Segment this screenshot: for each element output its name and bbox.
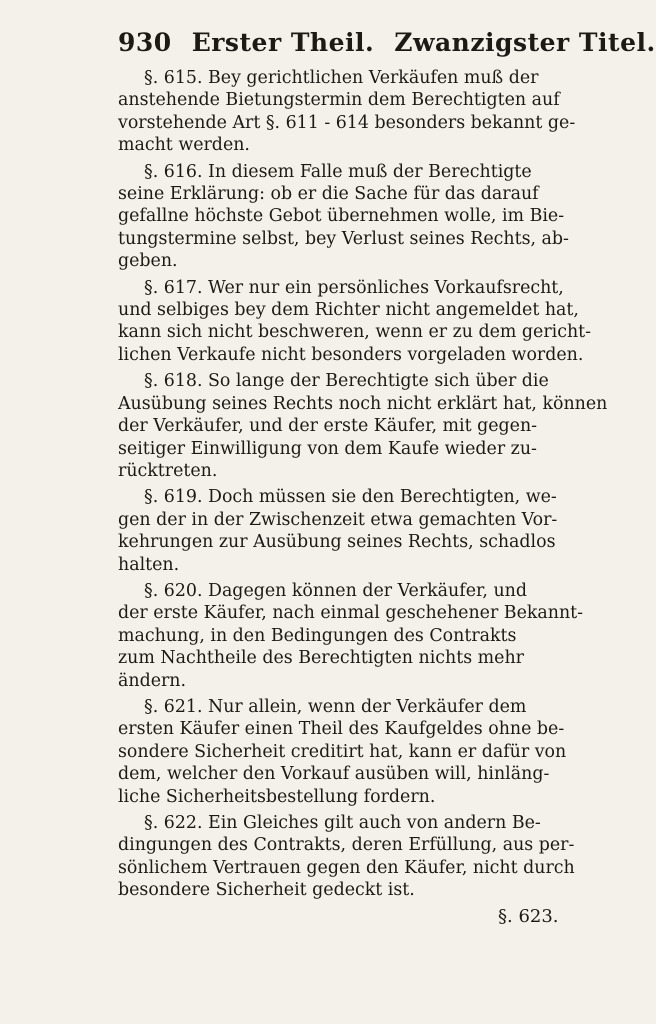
text-line: seitiger Einwilligung von dem Kaufe wieder zu- [118, 438, 537, 459]
text-line: geben. [118, 251, 178, 272]
text-line: kann sich nicht beschweren, wenn er zu dem gericht- [118, 322, 592, 343]
text-line: §. 615. Bey gerichtlichen Verkäufen muß der [144, 68, 539, 88]
paragraph-617 [118, 277, 592, 367]
text-line: lichen Verkaufe nicht besonders vorgeladen worden. [118, 344, 584, 365]
text-line: vorstehende Art §. 611 - 614 besonders bekannt ge- [118, 112, 576, 133]
text-line: anstehende Bietungstermin dem Berechtigten auf [118, 90, 560, 111]
catchword: §. 623. [498, 906, 559, 927]
text-line: der Verkäufer, und der erste Käufer, mit gegen- [118, 416, 538, 437]
text-line: §. 622. Ein Gleiches gilt auch von andern Be- [144, 813, 541, 833]
text-line: dingungen des Contrakts, deren Erfüllung, aus per- [118, 835, 575, 856]
section-title: Zwanzigster Titel. [394, 28, 656, 57]
text-line: gefallne höchste Gebot übernehmen wolle, im Bie- [118, 206, 565, 227]
text-line: §. 617. Wer nur ein persönliches Vorkaufsrecht, [144, 277, 564, 298]
paragraph-622 [118, 812, 575, 902]
text-line: tungstermine selbst, bey Verlust seines Rechts, ab- [118, 228, 569, 249]
text-line: dem, welcher den Vorkauf ausüben will, hinläng- [118, 764, 550, 785]
paragraph-619 [118, 486, 565, 576]
text-line: der erste Käufer, nach einmal geschehener Bekannt- [118, 603, 584, 624]
running-header [118, 28, 656, 57]
text-line: zum Nachtheile des Berechtigten nichts mehr [118, 648, 524, 669]
page-number: 930 [118, 28, 172, 57]
text-line: ändern. [118, 670, 187, 691]
part-title: Erster Theil. [191, 28, 375, 57]
paragraph-615 [118, 67, 576, 157]
text-line: machung, in den Bedingungen des Contrakts [118, 625, 517, 646]
text-line: Ausübung seines Rechts noch nicht erklärt hat, können [118, 393, 608, 414]
text-line: §. 621. Nur allein, wenn der Verkäufer dem [144, 696, 527, 717]
paragraph-616 [118, 161, 569, 273]
text-line: §. 619. Doch müssen sie den Berechtigten, we- [144, 487, 557, 508]
text-line: sondere Sicherheit creditirt hat, kann er dafür von [118, 741, 567, 762]
text-line: ersten Käufer einen Theil des Kaufgeldes ohne be- [118, 719, 565, 740]
body-text [118, 67, 608, 902]
paragraph-620 [118, 580, 584, 692]
text-line: §. 620. Dagegen können der Verkäufer, und [144, 580, 527, 601]
text-line: besondere Sicherheit gedeckt ist. [118, 880, 415, 901]
paragraph-621 [118, 696, 565, 808]
text-line: kehrungen zur Ausübung seines Rechts, schadlos [118, 532, 556, 553]
text-line: macht werden. [118, 135, 250, 156]
text-line: §. 616. In diesem Falle muß der Berechtigte [144, 161, 532, 182]
text-line: gen der in der Zwischenzeit etwa gemachten Vor- [118, 509, 558, 530]
text-line: halten. [118, 554, 180, 575]
text-line: rücktreten. [118, 460, 218, 481]
paragraph-618 [118, 370, 608, 482]
text-line: und selbiges bey dem Richter nicht angemeldet hat, [118, 300, 579, 321]
text-line: §. 618. So lange der Berechtigte sich über die [144, 371, 549, 392]
text-line: sönlichem Vertrauen gegen den Käufer, nicht durch [118, 857, 575, 878]
text-line: liche Sicherheitsbestellung fordern. [118, 786, 436, 807]
text-line: seine Erklärung: ob er die Sache für das darauf [118, 184, 539, 205]
